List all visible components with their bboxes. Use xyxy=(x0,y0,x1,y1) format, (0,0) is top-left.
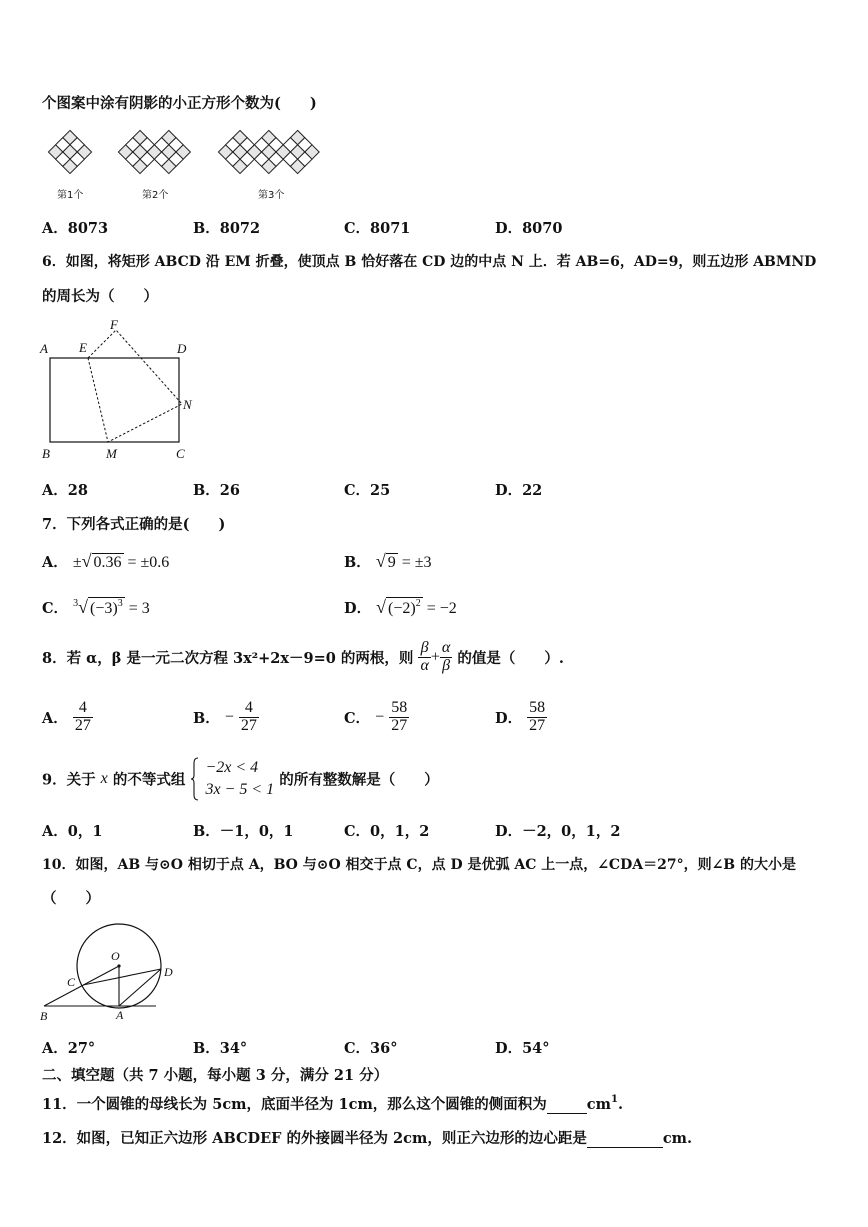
q8-option-d[interactable]: D． $\frac{58}{27}$ xyxy=(495,699,546,734)
q10-option-a[interactable]: A．27° xyxy=(42,1040,96,1057)
q6-label-n: N xyxy=(183,397,192,412)
q9-inequality-system: −2x < 4 3x − 5 < 1 xyxy=(190,757,274,801)
q8-option-b[interactable]: B． − $\frac{4}{27}$ xyxy=(193,699,257,734)
q6-label-e: E xyxy=(79,340,87,355)
q10-label-a: A xyxy=(116,1008,124,1022)
q12-answer-blank[interactable] xyxy=(587,1130,663,1148)
q7-option-a[interactable] xyxy=(42,551,169,572)
q6-rectangle-fold-figure xyxy=(36,316,216,466)
q6-label-m: M xyxy=(106,446,117,461)
q7-option-d-letter: D． xyxy=(344,600,372,617)
q6-label-c: C xyxy=(176,446,185,461)
q9-option-c[interactable]: C．0，1，2 xyxy=(344,823,430,840)
q10-label-o: O xyxy=(111,949,120,963)
q11-stem: 11．一个圆锥的母线长为 5cm，底面半径为 1cm，那么这个圆锥的侧面积为 $cm^1$. xyxy=(42,1094,623,1113)
q9-option-d[interactable]: D．－2，0，1，2 xyxy=(495,823,621,840)
q10-option-c[interactable]: C．36° xyxy=(344,1040,398,1057)
q5-option-c[interactable]: C．8071 xyxy=(344,220,411,237)
q7-option-d[interactable] xyxy=(344,597,457,618)
q9-option-b[interactable]: B．－1，0，1 xyxy=(193,823,294,840)
q10-option-d[interactable]: D．54° xyxy=(495,1040,550,1057)
q7-option-b-expr: √ 9 = ±3 xyxy=(375,551,432,571)
q6-option-a[interactable]: A．28 xyxy=(42,482,88,499)
q7-option-a-letter: A． xyxy=(42,554,68,571)
q8-stem: 8．若 α，β 是一元二次方程 3x²+2x－9=0 的两根，则 $\frac{\beta}{\alpha}$ + $\frac{\alpha}{\beta}$ 的值是（ ）. xyxy=(42,639,564,674)
q6-option-b[interactable]: B．26 xyxy=(193,482,240,499)
q6-label-d: D xyxy=(177,341,187,356)
q6-stem-line2: 的周长为（ ） xyxy=(42,288,158,305)
q10-label-c: C xyxy=(67,975,76,989)
q7-option-a-expr: ±√ 0.36 = ±0.6 xyxy=(72,551,170,571)
q6-label-a: A xyxy=(40,341,48,356)
q8-frac-alpha-over-beta: $\frac{\alpha}{\beta}$ xyxy=(441,639,451,674)
q8-option-a[interactable]: A． $\frac{4}{27}$ xyxy=(42,699,91,734)
q6-label-f: F xyxy=(110,317,118,332)
q5-option-b[interactable]: B．8072 xyxy=(193,220,261,237)
q9-stem: 9．关于 x 的不等式组 −2x < 4 3x − 5 < 1 的所有整数解是（ ） xyxy=(42,757,439,801)
q11-answer-blank[interactable] xyxy=(547,1096,587,1114)
q8-frac-beta-over-alpha: $\frac{\beta}{\alpha}$ xyxy=(420,639,429,674)
q12-stem: 12．如图，已知正六边形 ABCDEF 的外接圆半径为 2cm，则正六边形的边心距是 cm. xyxy=(42,1130,693,1147)
q5-option-a[interactable]: A．8073 xyxy=(42,220,109,237)
q7-option-d-expr: √ $(-2)^2 = -2$ xyxy=(376,597,457,617)
q10-stem-line2: （ ） xyxy=(42,890,100,907)
q6-option-d[interactable]: D．22 xyxy=(495,482,543,499)
q5-fig-label-1: 第1个 xyxy=(57,190,84,201)
q10-option-b[interactable]: B．34° xyxy=(193,1040,248,1057)
q5-pattern-figure xyxy=(40,122,340,182)
q5-fig-label-3: 第3个 xyxy=(258,190,285,201)
q7-option-b[interactable] xyxy=(344,551,432,572)
q7-option-c-expr: $^3$√ $(-3)^3 = 3$ xyxy=(73,597,150,617)
q6-stem-line1: 6．如图，将矩形 ABCD 沿 EM 折叠，使顶点 B 恰好落在 CD 边的中点 N 上．若 AB=6，AD=9，则五边形 ABMND xyxy=(42,254,817,270)
q10-label-b: B xyxy=(40,1009,48,1023)
q9-option-a[interactable]: A．0，1 xyxy=(42,823,103,840)
q6-label-b: B xyxy=(42,446,50,461)
q8-option-c[interactable]: C． − $\frac{58}{27}$ xyxy=(344,699,408,734)
q7-option-c[interactable] xyxy=(42,597,150,618)
section-fill-in-heading: 二、填空题（共 7 小题，每小题 3 分，满分 21 分） xyxy=(42,1067,389,1084)
q5-option-d[interactable]: D．8070 xyxy=(495,220,563,237)
q7-stem: 7．下列各式正确的是( ) xyxy=(42,516,226,533)
q9-left-brace xyxy=(190,757,200,801)
q7-option-b-letter: B． xyxy=(344,554,371,571)
q10-stem-line1: 10．如图，AB 与⊙O 相切于点 A，BO 与⊙O 相交于点 C，点 D 是优弧 AC 上一点，∠CDA＝27°，则∠B 的大小是 xyxy=(42,857,797,873)
q10-label-d: D xyxy=(164,965,173,979)
q7-option-c-letter: C． xyxy=(42,600,69,617)
q5-fig-label-2: 第2个 xyxy=(142,190,169,201)
q5-stem: 个图案中涂有阴影的小正方形个数为( ) xyxy=(42,95,317,112)
q6-option-c[interactable]: C．25 xyxy=(344,482,391,499)
q10-circle-tangent-figure xyxy=(36,914,186,1024)
